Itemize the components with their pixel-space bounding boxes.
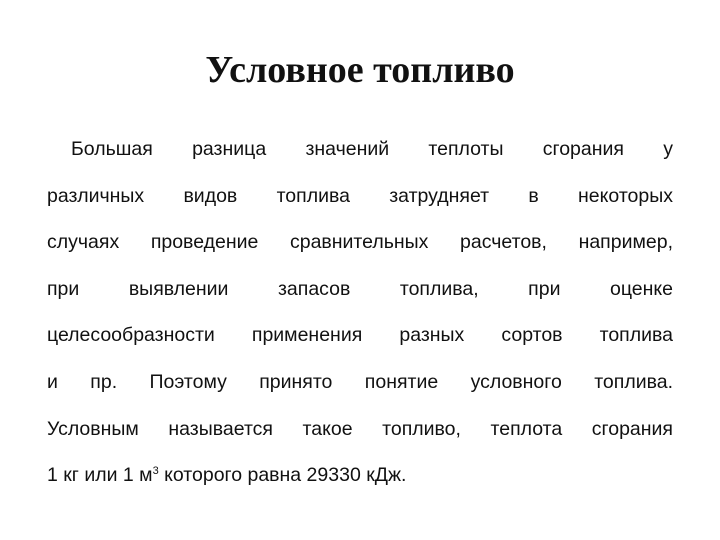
paragraph-line: и пр. Поэтому принято понятие условного топлива. xyxy=(47,370,673,393)
paragraph-line: целесообразности применения разных сортов топлива xyxy=(47,324,673,347)
paragraph-line: при выявлении запасов топлива, при оценке xyxy=(47,277,673,300)
slide-title: Условное топливо xyxy=(205,49,515,91)
cubic-superscript: 3 xyxy=(152,465,159,478)
last-line-after: которого равна 29330 кДж. xyxy=(158,464,407,487)
paragraph-line: Условным называется такое топливо, теплота сгорания xyxy=(47,417,673,440)
body-paragraph xyxy=(47,126,673,499)
paragraph-line: Большая разница значений теплоты сгорания у xyxy=(71,138,673,160)
last-line-before: 1 кг или 1 м xyxy=(47,464,153,487)
paragraph-last-line xyxy=(47,452,673,499)
paragraph-line: различных видов топлива затрудняет в некоторых xyxy=(47,184,673,207)
paragraph-line: случаях проведение сравнительных расчетов, например, xyxy=(47,231,673,254)
